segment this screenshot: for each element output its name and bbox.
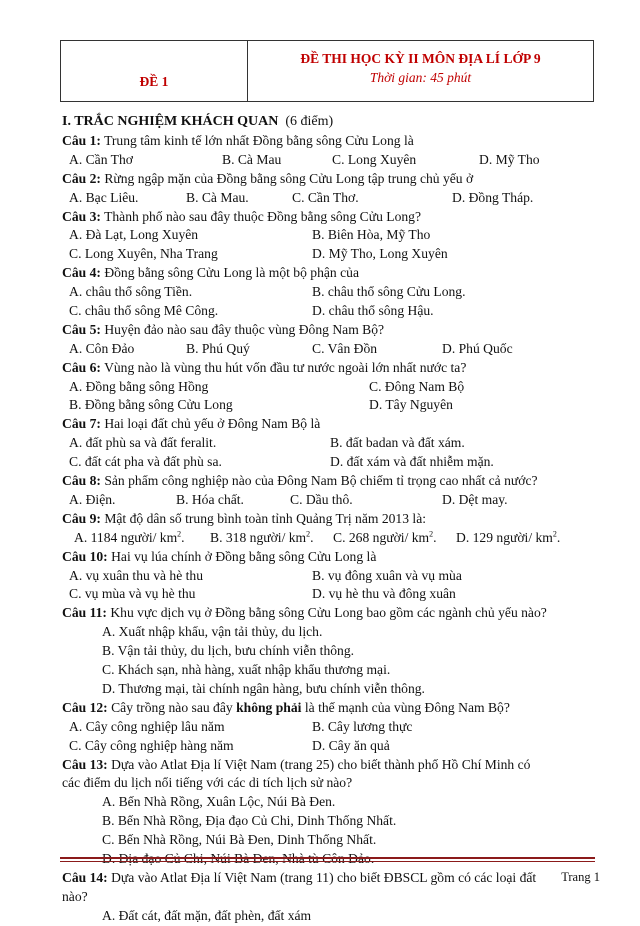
question-number: Câu 12: xyxy=(62,699,108,715)
question-number: Câu 7: xyxy=(62,416,101,432)
option-c: C. Đông Nam Bộ xyxy=(369,378,465,394)
question-number: Câu 2: xyxy=(62,170,101,186)
option-d: D. Dệt may. xyxy=(442,491,508,507)
option-d: D. Tây Nguyên xyxy=(369,397,453,413)
option-c: C. Long Xuyên xyxy=(332,151,417,167)
option-a: A. đất phù sa và đất feralit. xyxy=(69,435,217,451)
footer-rule-thin xyxy=(60,861,595,862)
question-emphasis: không phải xyxy=(236,699,302,715)
option-b: B. Cây lương thực xyxy=(312,718,413,734)
option-c: C. đất cát pha và đất phù sa. xyxy=(69,454,222,470)
question-number: Câu 14: xyxy=(62,869,108,885)
option-c: C. 268 người/ $km^2$. xyxy=(333,529,437,545)
option-a: A. 1184 người/ $km^2$. xyxy=(74,529,185,545)
options-row xyxy=(62,302,607,321)
option-c: C. Dầu thô. xyxy=(290,491,353,507)
option-c: C. Cây công nghiệp hàng năm xyxy=(69,737,234,753)
option-d: D. Phú Quốc xyxy=(442,340,513,356)
question-text-cont: nào? xyxy=(62,888,88,904)
question-number: Câu 6: xyxy=(62,359,101,375)
question-text: Sản phẩm công nghiệp nào của Đông Nam Bộ chiếm tỉ trọng cao nhất cả nước? xyxy=(104,473,538,489)
question-text: Trung tâm kinh tế lớn nhất Đồng bằng sông Cửu Long là xyxy=(104,132,414,148)
question-3 xyxy=(62,208,607,227)
exam-header xyxy=(60,40,594,102)
options-row xyxy=(62,718,607,737)
option-b: B. Biên Hòa, Mỹ Tho xyxy=(312,227,431,243)
options-row xyxy=(62,226,607,245)
question-9 xyxy=(62,510,607,529)
option-b: B. Bến Nhà Rồng, Địa đạo Củ Chi, Dinh Thống Nhất. xyxy=(102,813,397,829)
question-text: Thành phố nào sau đây thuộc Đồng bằng sông Cửu Long? xyxy=(104,208,422,224)
section-title xyxy=(62,113,607,132)
options-row xyxy=(62,378,607,397)
question-11 xyxy=(62,604,607,623)
question-1 xyxy=(62,132,607,151)
question-5 xyxy=(62,321,607,340)
option-a: A. vụ xuân thu và hè thu xyxy=(69,567,204,583)
question-text: Dựa vào Atlat Địa lí Việt Nam (trang 11) cho biết ĐBSCL gồm có các loại đất xyxy=(111,869,537,885)
option-c: C. vụ mùa và vụ hè thu xyxy=(69,586,196,602)
option-d: D. châu thổ sông Hậu. xyxy=(312,302,434,318)
option-b: B. 318 người/ $km^2$. xyxy=(210,529,314,545)
option-b: B. Vận tải thủy, du lịch, bưu chính viễn thông. xyxy=(102,643,355,659)
exam-code-text: ĐỀ 1 xyxy=(139,74,169,89)
option-a-text: A. 1184 người/ km xyxy=(74,529,178,545)
question-10 xyxy=(62,548,607,567)
option-a: A. Cây công nghiệp lâu năm xyxy=(69,718,225,734)
option-a: A. Điện. xyxy=(69,491,116,507)
exam-code xyxy=(61,41,248,101)
option-c: C. Khách sạn, nhà hàng, xuất nhập khẩu thương mại. xyxy=(102,662,391,678)
question-6 xyxy=(62,359,607,378)
option-a: A. Xuất nhập khẩu, vận tải thủy, du lịch. xyxy=(102,624,323,640)
question-number: Câu 5: xyxy=(62,321,101,337)
question-8 xyxy=(62,472,607,491)
option-b: B. châu thổ sông Cửu Long. xyxy=(312,284,466,300)
question-text: Khu vực dịch vụ ở Đồng bằng sông Cửu Long bao gồm các ngành chủ yếu nào? xyxy=(110,605,547,621)
options-row xyxy=(62,585,607,604)
option-d: D. đất xám và đất nhiễm mặn. xyxy=(330,454,494,470)
option-c: C. Long Xuyên, Nha Trang xyxy=(69,246,218,262)
option-a: A. Bạc Liêu. xyxy=(69,189,139,205)
option-a: A. Đồng bằng sông Hồng xyxy=(69,378,209,394)
option-b: B. Phú Quý xyxy=(186,340,250,356)
question-number: Câu 11: xyxy=(62,605,107,621)
option-c: C. Cần Thơ. xyxy=(292,189,359,205)
options-row xyxy=(62,737,607,756)
question-7 xyxy=(62,415,607,434)
question-text: Hai vụ lúa chính ở Đồng bằng sông Cửu Long là xyxy=(111,548,377,564)
options-row xyxy=(62,529,607,548)
question-text: Đồng bằng sông Cửu Long là một bộ phận của xyxy=(104,265,359,281)
option-a: A. Đất cát, đất mặn, đất phèn, đất xám xyxy=(102,907,312,923)
question-number: Câu 10: xyxy=(62,548,108,564)
options-row xyxy=(62,434,607,453)
option-d: D. Cây ăn quả xyxy=(312,737,390,753)
question-number: Câu 13: xyxy=(62,756,108,772)
option-a: A. châu thổ sông Tiền. xyxy=(69,284,193,300)
option-d: D. Mỹ Tho, Long Xuyên xyxy=(312,246,448,262)
superscript: 2 xyxy=(177,529,182,539)
option-c: C. Vân Đồn xyxy=(312,340,378,356)
exam-info xyxy=(248,41,593,101)
option-c: C. châu thổ sông Mê Công. xyxy=(69,302,219,318)
question-text: Dựa vào Atlat Địa lí Việt Nam (trang 25) cho biết thành phố Hồ Chí Minh có xyxy=(111,756,531,772)
question-number: Câu 3: xyxy=(62,208,101,224)
option-d: D. Thương mại, tài chính ngân hàng, bưu chính viễn thông. xyxy=(102,680,425,696)
question-number: Câu 8: xyxy=(62,473,101,489)
exam-time: Thời gian: 45 phút xyxy=(369,69,472,85)
options-row xyxy=(62,396,607,415)
question-number: Câu 9: xyxy=(62,510,101,526)
superscript: 2 xyxy=(552,529,557,539)
option-b: B. Hóa chất. xyxy=(176,491,244,507)
option-d: D. Mỹ Tho xyxy=(479,151,540,167)
question-4 xyxy=(62,264,607,283)
option-b: B. vụ đông xuân và vụ mùa xyxy=(312,567,462,583)
options-row xyxy=(62,151,607,170)
option-d: D. vụ hè thu và đông xuân xyxy=(312,586,456,602)
question-text: Vùng nào là vùng thu hút vốn đầu tư nước ngoài lớn nhất nước ta? xyxy=(104,359,467,375)
option-b: B. Đồng bằng sông Cửu Long xyxy=(69,397,233,413)
question-number: Câu 1: xyxy=(62,132,101,148)
question-2 xyxy=(62,170,607,189)
exam-title: ĐỀ THI HỌC KỲ II MÔN ĐỊA LÍ LỚP 9 xyxy=(300,50,541,66)
question-text: Hai loại đất chủ yếu ở Đông Nam Bộ là xyxy=(104,416,321,432)
option-a: A. Cần Thơ xyxy=(69,151,133,167)
question-text: Cây trồng nào sau đây xyxy=(111,699,233,715)
options-row xyxy=(62,245,607,264)
options-row xyxy=(62,189,607,208)
page-number: Trang 1 xyxy=(561,870,600,884)
option-d: D. 129 người/ $km^2$. xyxy=(456,529,561,545)
options-row xyxy=(62,283,607,302)
question-text: Rừng ngập mặn của Đồng bằng sông Cửu Long tập trung chủ yếu ở xyxy=(104,170,474,186)
option-b: B. Cà Mau xyxy=(222,151,282,167)
option-c-text: C. 268 người/ km xyxy=(333,529,430,545)
question-text: Huyện đảo nào sau đây thuộc vùng Đông Nam Bộ? xyxy=(104,321,385,337)
question-12 xyxy=(62,699,607,718)
option-d-text: D. 129 người/ km xyxy=(456,529,553,545)
exam-content xyxy=(62,113,607,926)
superscript: 2 xyxy=(306,529,311,539)
question-text: Mật độ dân số trung bình toàn tỉnh Quảng Trị năm 2013 là: xyxy=(104,510,427,526)
option-d: D. Đồng Tháp. xyxy=(452,189,534,205)
option-a: A. Đà Lạt, Long Xuyên xyxy=(69,227,199,243)
options-row xyxy=(62,491,607,510)
superscript: 2 xyxy=(429,529,434,539)
options-row xyxy=(62,453,607,472)
question-text-end: là thế mạnh của vùng Đông Nam Bộ? xyxy=(304,699,510,715)
option-d xyxy=(62,850,607,869)
question-13 xyxy=(62,756,607,775)
option-b: B. đất badan và đất xám. xyxy=(330,435,465,451)
option-a: A. Bến Nhà Rồng, Xuân Lộc, Núi Bà Đen. xyxy=(102,794,336,810)
option-a: A. Côn Đảo xyxy=(69,340,135,356)
option-c: C. Bến Nhà Rồng, Núi Bà Đen, Dinh Thống Nhất. xyxy=(102,832,377,848)
option-b: B. Cà Mau. xyxy=(186,189,249,205)
section-title-text: I. TRẮC NGHIỆM KHÁCH QUAN xyxy=(62,114,279,129)
section-points: (6 điểm) xyxy=(285,114,334,129)
options-row xyxy=(62,340,607,359)
question-number: Câu 4: xyxy=(62,265,101,281)
option-b-text: B. 318 người/ km xyxy=(210,529,307,545)
question-text-cont: các điểm du lịch nổi tiếng với các di tích lịch sử nào? xyxy=(62,775,353,791)
question-14 xyxy=(62,869,607,888)
footer-rule xyxy=(60,857,595,859)
options-row xyxy=(62,567,607,586)
